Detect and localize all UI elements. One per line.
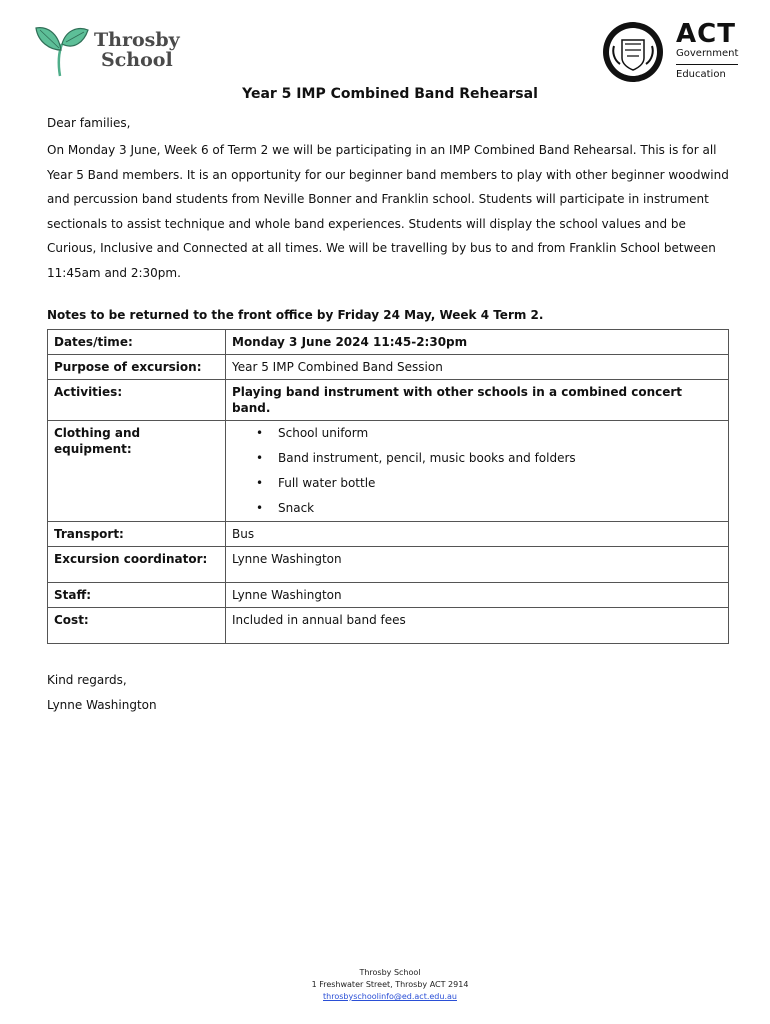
table-row: [48, 547, 729, 583]
coordinator-label: Excursion coordinator:: [48, 547, 226, 583]
footer-address: 1 Freshwater Street, Throsby ACT 2914: [311, 980, 469, 989]
table-row: [48, 522, 729, 547]
excursion-details-table: [47, 329, 729, 644]
dates-value: Monday 3 June 2024 11:45-2:30pm: [226, 330, 729, 355]
intro-paragraph: On Monday 3 June, Week 6 of Term 2 we will be participating in an IMP Combined Band Rehearsal. This is for all Year 5 Band members. It is an opportunity for our beginner band members to play with other beginner woodwind and percussion band students from Neville Bonner and Franklin school. Students will participate in instrument sectionals to assist technique and whole band experiences. Students will display the school values and be Curious, Inclusive and Connected at all times. We will be travelling by bus to and from Franklin School between 11:45am and 2:30pm.: [47, 143, 729, 280]
clothing-value: [226, 421, 729, 522]
list-item: • Band instrument, pencil, music books and folders: [278, 446, 722, 471]
closing-signature: Lynne Washington: [47, 698, 157, 712]
school-logo-line1: Throsby: [94, 29, 180, 51]
list-item: • Snack: [278, 496, 722, 521]
clothing-label: Clothing and equipment:: [48, 421, 226, 522]
throsby-school-logo: [32, 20, 192, 80]
return-notes: Notes to be returned to the front office by Friday 24 May, Week 4 Term 2.: [47, 308, 544, 322]
table-row: [48, 608, 729, 644]
purpose-value: Year 5 IMP Combined Band Session: [226, 355, 729, 380]
coat-of-arms-icon: [600, 20, 666, 84]
closing-regards: Kind regards,: [47, 673, 127, 687]
footer-school: Throsby School: [359, 968, 421, 977]
table-row: [48, 583, 729, 608]
page-title: Year 5 IMP Combined Band Rehearsal: [242, 86, 538, 102]
staff-label: Staff:: [48, 583, 226, 608]
cost-label: Cost:: [48, 608, 226, 644]
school-logo-text: [94, 30, 180, 70]
transport-value: Bus: [226, 522, 729, 547]
act-government-logo: [600, 20, 740, 84]
act-logo-government: Government: [676, 48, 738, 65]
act-logo-text: [676, 20, 738, 81]
letter-body: [47, 114, 737, 718]
school-logo-line2: School: [101, 49, 173, 71]
clothing-list: [232, 421, 722, 521]
table-row: [48, 421, 729, 522]
activities-label: Activities:: [48, 380, 226, 421]
purpose-label: Purpose of excursion:: [48, 355, 226, 380]
table-row: [48, 380, 729, 421]
activities-value: Playing band instrument with other schools in a combined concert band.: [226, 380, 729, 421]
table-row: [48, 330, 729, 355]
coordinator-value: Lynne Washington: [226, 547, 729, 583]
staff-value: Lynne Washington: [226, 583, 729, 608]
act-logo-act: ACT: [676, 19, 736, 49]
closing: [47, 668, 737, 718]
footer: [0, 967, 770, 1003]
cost-value: Included in annual band fees: [226, 608, 729, 644]
greeting: Dear families,: [47, 116, 131, 130]
dates-label: Dates/time:: [48, 330, 226, 355]
transport-label: Transport:: [48, 522, 226, 547]
leaf-icon: [32, 20, 92, 80]
act-logo-education: Education: [676, 69, 726, 80]
list-item: • School uniform: [278, 421, 722, 446]
table-row: [48, 355, 729, 380]
footer-email-link[interactable]: throsbyschoolinfo@ed.act.edu.au: [323, 992, 457, 1001]
list-item: • Full water bottle: [278, 471, 722, 496]
